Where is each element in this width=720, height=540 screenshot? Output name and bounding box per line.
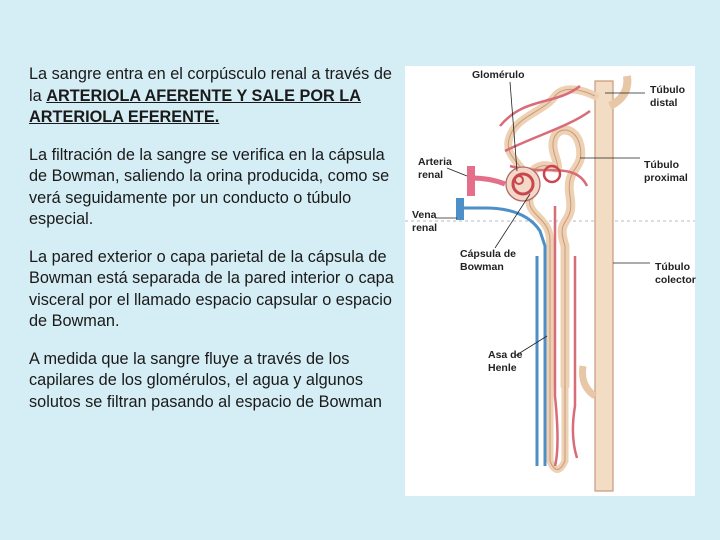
label-capsula-1: Cápsula de [460, 248, 517, 260]
label-tubulo-proximal-2: proximal [644, 172, 688, 184]
paragraph-4: A medida que la sangre fluye a través de los capilares de los glomérulos, el agua y algunos solutos se filtran pasando al espacio de Bowman [29, 349, 382, 411]
label-tubulo-proximal-1: Túbulo [644, 159, 679, 171]
label-vena-renal-1: Vena [412, 209, 437, 221]
label-glomerulo: Glomérulo [472, 69, 525, 81]
pointer-arteria [447, 168, 467, 176]
paragraph-1-highlight: ARTERIOLA AFERENTE Y SALE POR LA ARTERIOLA EFERENTE. [29, 86, 361, 126]
bowman-capsule-shape [506, 167, 540, 201]
paragraph-1 [29, 64, 401, 129]
label-asa-1: Asa de [488, 349, 523, 361]
label-arteria-renal-1: Arteria [418, 156, 452, 168]
vein-shape [460, 208, 545, 466]
text-block [29, 64, 401, 429]
label-arteria-renal-2: renal [418, 169, 444, 181]
label-tubulo-colector-2: colector [655, 274, 696, 286]
paragraph-2: La filtración de la sangre se verifica en la cápsula de Bowman, saliendo la orina producida, como se verá seguidamente por un conducto o túbulo especial. [29, 145, 390, 228]
paragraph-1-text: La sangre entra en el corpúsculo renal a través de la [29, 65, 392, 105]
paragraph-3: La pared exterior o capa parietal de la cápsula de Bowman está separada de la pared interior o capa visceral por el llamado espacio capsular o espacio de Bowman. [29, 247, 394, 330]
nephron-figure [405, 66, 695, 496]
label-tubulo-distal-2: distal [650, 97, 678, 109]
label-tubulo-distal-1: Túbulo [650, 84, 685, 96]
collecting-branch-2-shape [583, 366, 596, 396]
afferent-arteriole-shape [471, 166, 505, 184]
label-capsula-2: Bowman [460, 261, 504, 273]
label-asa-2: Henle [488, 362, 517, 374]
label-tubulo-colector-1: Túbulo [655, 261, 690, 273]
renal-vein-stub-shape [456, 198, 464, 220]
pointer-capsula [495, 194, 530, 248]
label-vena-renal-2: renal [412, 222, 438, 234]
collecting-duct-shape [595, 81, 613, 491]
nephron-illustration [405, 66, 695, 496]
